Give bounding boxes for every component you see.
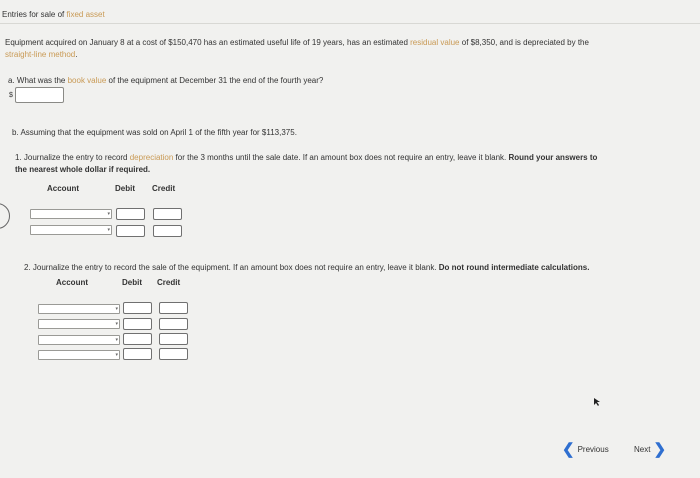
q2-col-credit: Credit <box>157 278 181 287</box>
mouse-cursor-icon <box>593 394 601 412</box>
q2-credit-input[interactable] <box>159 348 188 360</box>
q1-account-select[interactable] <box>30 209 112 219</box>
q2-account-select[interactable] <box>38 319 120 329</box>
q1-debit-input[interactable] <box>116 208 145 220</box>
q2-debit-input[interactable] <box>123 318 152 330</box>
page-title: Entries for sale of fixed asset <box>2 10 105 19</box>
previous-button[interactable]: ❮ Previous <box>562 441 609 458</box>
q2-debit-input[interactable] <box>123 333 152 345</box>
dropdown-arrow-icon: ▾ <box>115 321 118 327</box>
glossary-link-straight-line[interactable]: straight-line method <box>5 50 76 59</box>
glossary-link-book-value[interactable]: book value <box>67 76 107 85</box>
q1-credit-input[interactable] <box>153 208 182 220</box>
q1-col-account: Account <box>47 184 79 193</box>
q1-debit-input[interactable] <box>116 225 145 237</box>
q2-debit-input[interactable] <box>123 302 152 314</box>
q1-instructions-line-1: 1. Journalize the entry to record depreciation for the 3 months until the sale date. If an amount box does not require an entry, leave it blank. Round your answers to <box>15 153 598 162</box>
next-button[interactable]: Next ❯ <box>634 441 667 458</box>
scroll-edge-indicator <box>0 203 10 229</box>
dropdown-arrow-icon: ▾ <box>115 352 118 358</box>
book-value-input[interactable] <box>15 87 64 103</box>
chevron-right-icon: ❯ <box>653 441 667 458</box>
q2-credit-input[interactable] <box>159 302 188 314</box>
problem-statement-line-2: straight-line method. <box>5 50 78 59</box>
q1-col-credit: Credit <box>152 184 176 193</box>
q2-col-account: Account <box>56 278 88 287</box>
glossary-link-residual-value[interactable]: residual value <box>410 38 460 47</box>
q2-credit-input[interactable] <box>159 318 188 330</box>
dropdown-arrow-icon: ▾ <box>115 337 118 343</box>
glossary-link-depreciation[interactable]: depreciation <box>129 153 174 162</box>
q1-account-select[interactable] <box>30 225 112 235</box>
problem-statement-line-1: Equipment acquired on January 8 at a cost of $150,470 has an estimated useful life of 19 years, has an estimated residual value of $8,350, and is depreciated by the <box>5 38 589 47</box>
glossary-link-fixed-asset[interactable]: fixed asset <box>66 10 105 19</box>
q1-credit-input[interactable] <box>153 225 182 237</box>
q1-instructions-line-2: the nearest whole dollar if required. <box>15 165 151 174</box>
q2-account-select[interactable] <box>38 304 120 314</box>
q2-debit-input[interactable] <box>123 348 152 360</box>
dropdown-arrow-icon: ▾ <box>107 227 110 233</box>
part-b-intro: b. Assuming that the equipment was sold on April 1 of the fifth year for $113,375. <box>12 128 297 137</box>
q2-credit-input[interactable] <box>159 333 188 345</box>
q2-instructions: 2. Journalize the entry to record the sale of the equipment. If an amount box does not require an entry, leave it blank. Do not round intermediate calculations. <box>24 263 590 272</box>
q2-account-select[interactable] <box>38 335 120 345</box>
chevron-left-icon: ❮ <box>562 441 575 458</box>
dropdown-arrow-icon: ▾ <box>107 211 110 217</box>
q1-col-debit: Debit <box>115 184 135 193</box>
q2-col-debit: Debit <box>122 278 142 287</box>
header-divider <box>0 23 700 24</box>
q2-account-select[interactable] <box>38 350 120 360</box>
dollar-sign-label: $ <box>9 92 13 99</box>
part-a-question: a. What was the book value of the equipment at December 31 the end of the fourth year? <box>8 76 324 85</box>
dropdown-arrow-icon: ▾ <box>115 306 118 312</box>
